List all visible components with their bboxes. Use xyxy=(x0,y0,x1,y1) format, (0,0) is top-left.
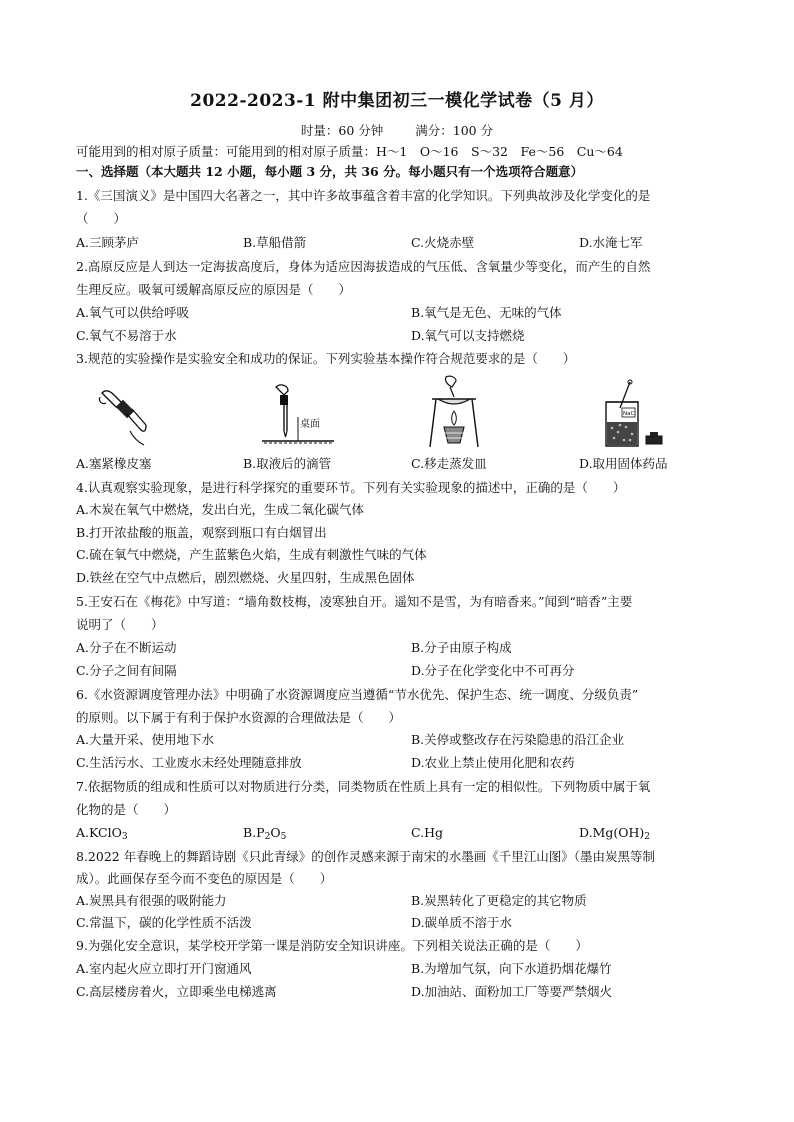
exam-time: 时量：60 分钟 xyxy=(300,123,384,138)
q4-stem: 4.认真观察实验现象，是进行科学探究的重要环节。下列有关实验现象的描述中，正确的是（ ） xyxy=(76,480,626,495)
q1-stem-line1: 1.《三国演义》是中国四大名著之一，其中许多故事蕴含着丰富的化学知识。下列典故涉及化学变化的是 xyxy=(76,188,651,203)
q5-option-a: A.分子在不断运动 xyxy=(76,640,177,655)
q7-option-c: C.Hg xyxy=(411,825,443,840)
q3-option-d: D.取用固体药品 xyxy=(579,456,668,471)
q6-option-c: C.生活污水、工业废水未经处理随意排放 xyxy=(76,755,302,770)
q3-option-a: A.塞紧橡皮塞 xyxy=(76,456,152,471)
q5-stem-line2: 说明了（ ） xyxy=(76,617,164,632)
q1-option-a: A.三顾茅庐 xyxy=(76,235,140,250)
q8-option-b: B.炭黑转化了更稳定的其它物质 xyxy=(411,893,587,908)
exam-info xyxy=(0,121,794,139)
atomic-masses: 可能用到的相对原子质量：可能用到的相对原子质量：H～1 O～16 S～32 Fe～56 Cu～64 xyxy=(76,144,623,159)
q6-stem-line1: 6.《水资源调度管理办法》中明确了水资源调度应当遵循“节水优先、保护生态、统一调度、分级负责” xyxy=(76,687,639,702)
q6-option-b: B.关停或整改存在污染隐患的沿江企业 xyxy=(411,732,625,747)
q1-option-c: C.火烧赤壁 xyxy=(411,235,475,250)
q3-figure-b xyxy=(258,381,338,449)
q3-figure-c xyxy=(424,373,484,451)
exam-score: 满分：100 分 xyxy=(415,123,494,138)
q4-option-c: C.硫在氧气中燃烧，产生蓝紫色火焰，生成有刺激性气味的气体 xyxy=(76,547,427,562)
q2-stem-line1: 2.高原反应是人到达一定海拔高度后，身体为适应因海拔造成的气压低、含氧量少等变化，而产生的自然 xyxy=(76,259,651,274)
q8-option-d: D.碳单质不溶于水 xyxy=(411,915,513,930)
q1-option-d: D.水淹七军 xyxy=(579,235,643,250)
q5-option-b: B.分子由原子构成 xyxy=(411,640,512,655)
q8-stem-line1: 8.2022 年春晚上的舞蹈诗剧《只此青绿》的创作灵感来源于南宋的水墨画《千里江山图》（墨由炭黑等制 xyxy=(76,849,655,864)
section-heading: 一、选择题（本大题共 12 小题，每小题 3 分，共 36 分。每小题只有一个选项符合题意） xyxy=(76,164,584,179)
q1-stem-line2: （ ） xyxy=(76,211,127,226)
q5-option-d: D.分子在化学变化中不可再分 xyxy=(411,663,575,678)
q7-option-b xyxy=(243,824,286,842)
q2-option-b: B.氧气是无色、无味的气体 xyxy=(411,305,562,320)
q8-option-a: A.炭黑具有很强的吸附能力 xyxy=(76,893,227,908)
q7-option-a xyxy=(76,824,128,842)
q9-option-c: C.高层楼房着火，立即乘坐电梯逃离 xyxy=(76,984,277,999)
q4-option-b: B.打开浓盐酸的瓶盖，观察到瓶口有白烟冒出 xyxy=(76,525,327,540)
q7-option-b-formula: B.P xyxy=(243,825,265,840)
q4-option-a: A.木炭在氧气中燃烧，发出白光，生成二氧化碳气体 xyxy=(76,502,365,517)
q2-option-a: A.氧气可以供给呼吸 xyxy=(76,305,190,320)
q2-option-d: D.氧气可以支持燃烧 xyxy=(411,328,525,343)
q3-figure-d xyxy=(598,378,668,452)
q1-option-b: B.草船借箭 xyxy=(243,235,307,250)
q7-option-d-subscript: 2 xyxy=(644,832,650,842)
q3-stem: 3.规范的实验操作是实验安全和成功的保证。下列实验基本操作符合规范要求的是（ ） xyxy=(76,351,576,366)
q9-option-b: B.为增加气氛，向下水道扔烟花爆竹 xyxy=(411,961,612,976)
q6-option-d: D.农业上禁止使用化肥和农药 xyxy=(411,755,575,770)
q7-option-d-formula: D.Mg(OH) xyxy=(579,825,645,840)
q3-figure-b-label: 桌面 xyxy=(300,419,320,430)
q7-option-a-subscript: 3 xyxy=(121,832,128,842)
exam-title: 2022-2023-1 附中集团初三一模化学试卷（5 月） xyxy=(190,91,604,111)
q5-option-c: C.分子之间有间隔 xyxy=(76,663,177,678)
q3-figure-d-label: NaCl xyxy=(623,411,636,417)
q7-stem-line2: 化物的是（ ） xyxy=(76,802,177,817)
q7-option-b-subscript-2: 5 xyxy=(280,832,287,842)
q7-option-b-subscript-1: 2 xyxy=(264,832,271,842)
q3-option-c: C.移走蒸发皿 xyxy=(411,456,487,471)
q8-option-c: C.常温下，碳的化学性质不活泼 xyxy=(76,915,252,930)
q6-option-a: A.大量开采、使用地下水 xyxy=(76,732,215,747)
q7-option-a-formula: A.KClO xyxy=(76,825,122,840)
q6-stem-line2: 的原则。以下属于有利于保护水资源的合理做法是（ ） xyxy=(76,710,402,725)
q9-option-a: A.室内起火应立即打开门窗通风 xyxy=(76,961,252,976)
q7-option-b-formula-mid: O xyxy=(270,825,281,840)
q7-stem-line1: 7.依据物质的组成和性质可以对物质进行分类，同类物质在性质上具有一定的相似性。下列物质中属于氧 xyxy=(76,779,651,794)
q5-stem-line1: 5.王安石在《梅花》中写道：“墙角数枝梅，凌寒独自开。遥知不是雪，为有暗香来。”闻到“暗香”主要 xyxy=(76,594,633,609)
q3-option-b: B.取液后的滴管 xyxy=(243,456,332,471)
q3-figure-a xyxy=(96,383,156,449)
q4-option-d: D.铁丝在空气中点燃后，剧烈燃烧、火星四射，生成黑色固体 xyxy=(76,570,415,585)
q7-option-d xyxy=(579,824,650,842)
q8-stem-line2: 成）。此画保存至今而不变色的原因是（ ） xyxy=(76,871,333,886)
q9-option-d: D.加油站、面粉加工厂等要严禁烟火 xyxy=(411,984,613,999)
q9-stem: 9.为强化安全意识，某学校开学第一课是消防安全知识讲座。下列相关说法正确的是（ ） xyxy=(76,938,588,953)
q2-option-c: C.氧气不易溶于水 xyxy=(76,328,177,343)
q2-stem-line2: 生理反应。吸氧可缓解高原反应的原因是（ ） xyxy=(76,282,352,297)
